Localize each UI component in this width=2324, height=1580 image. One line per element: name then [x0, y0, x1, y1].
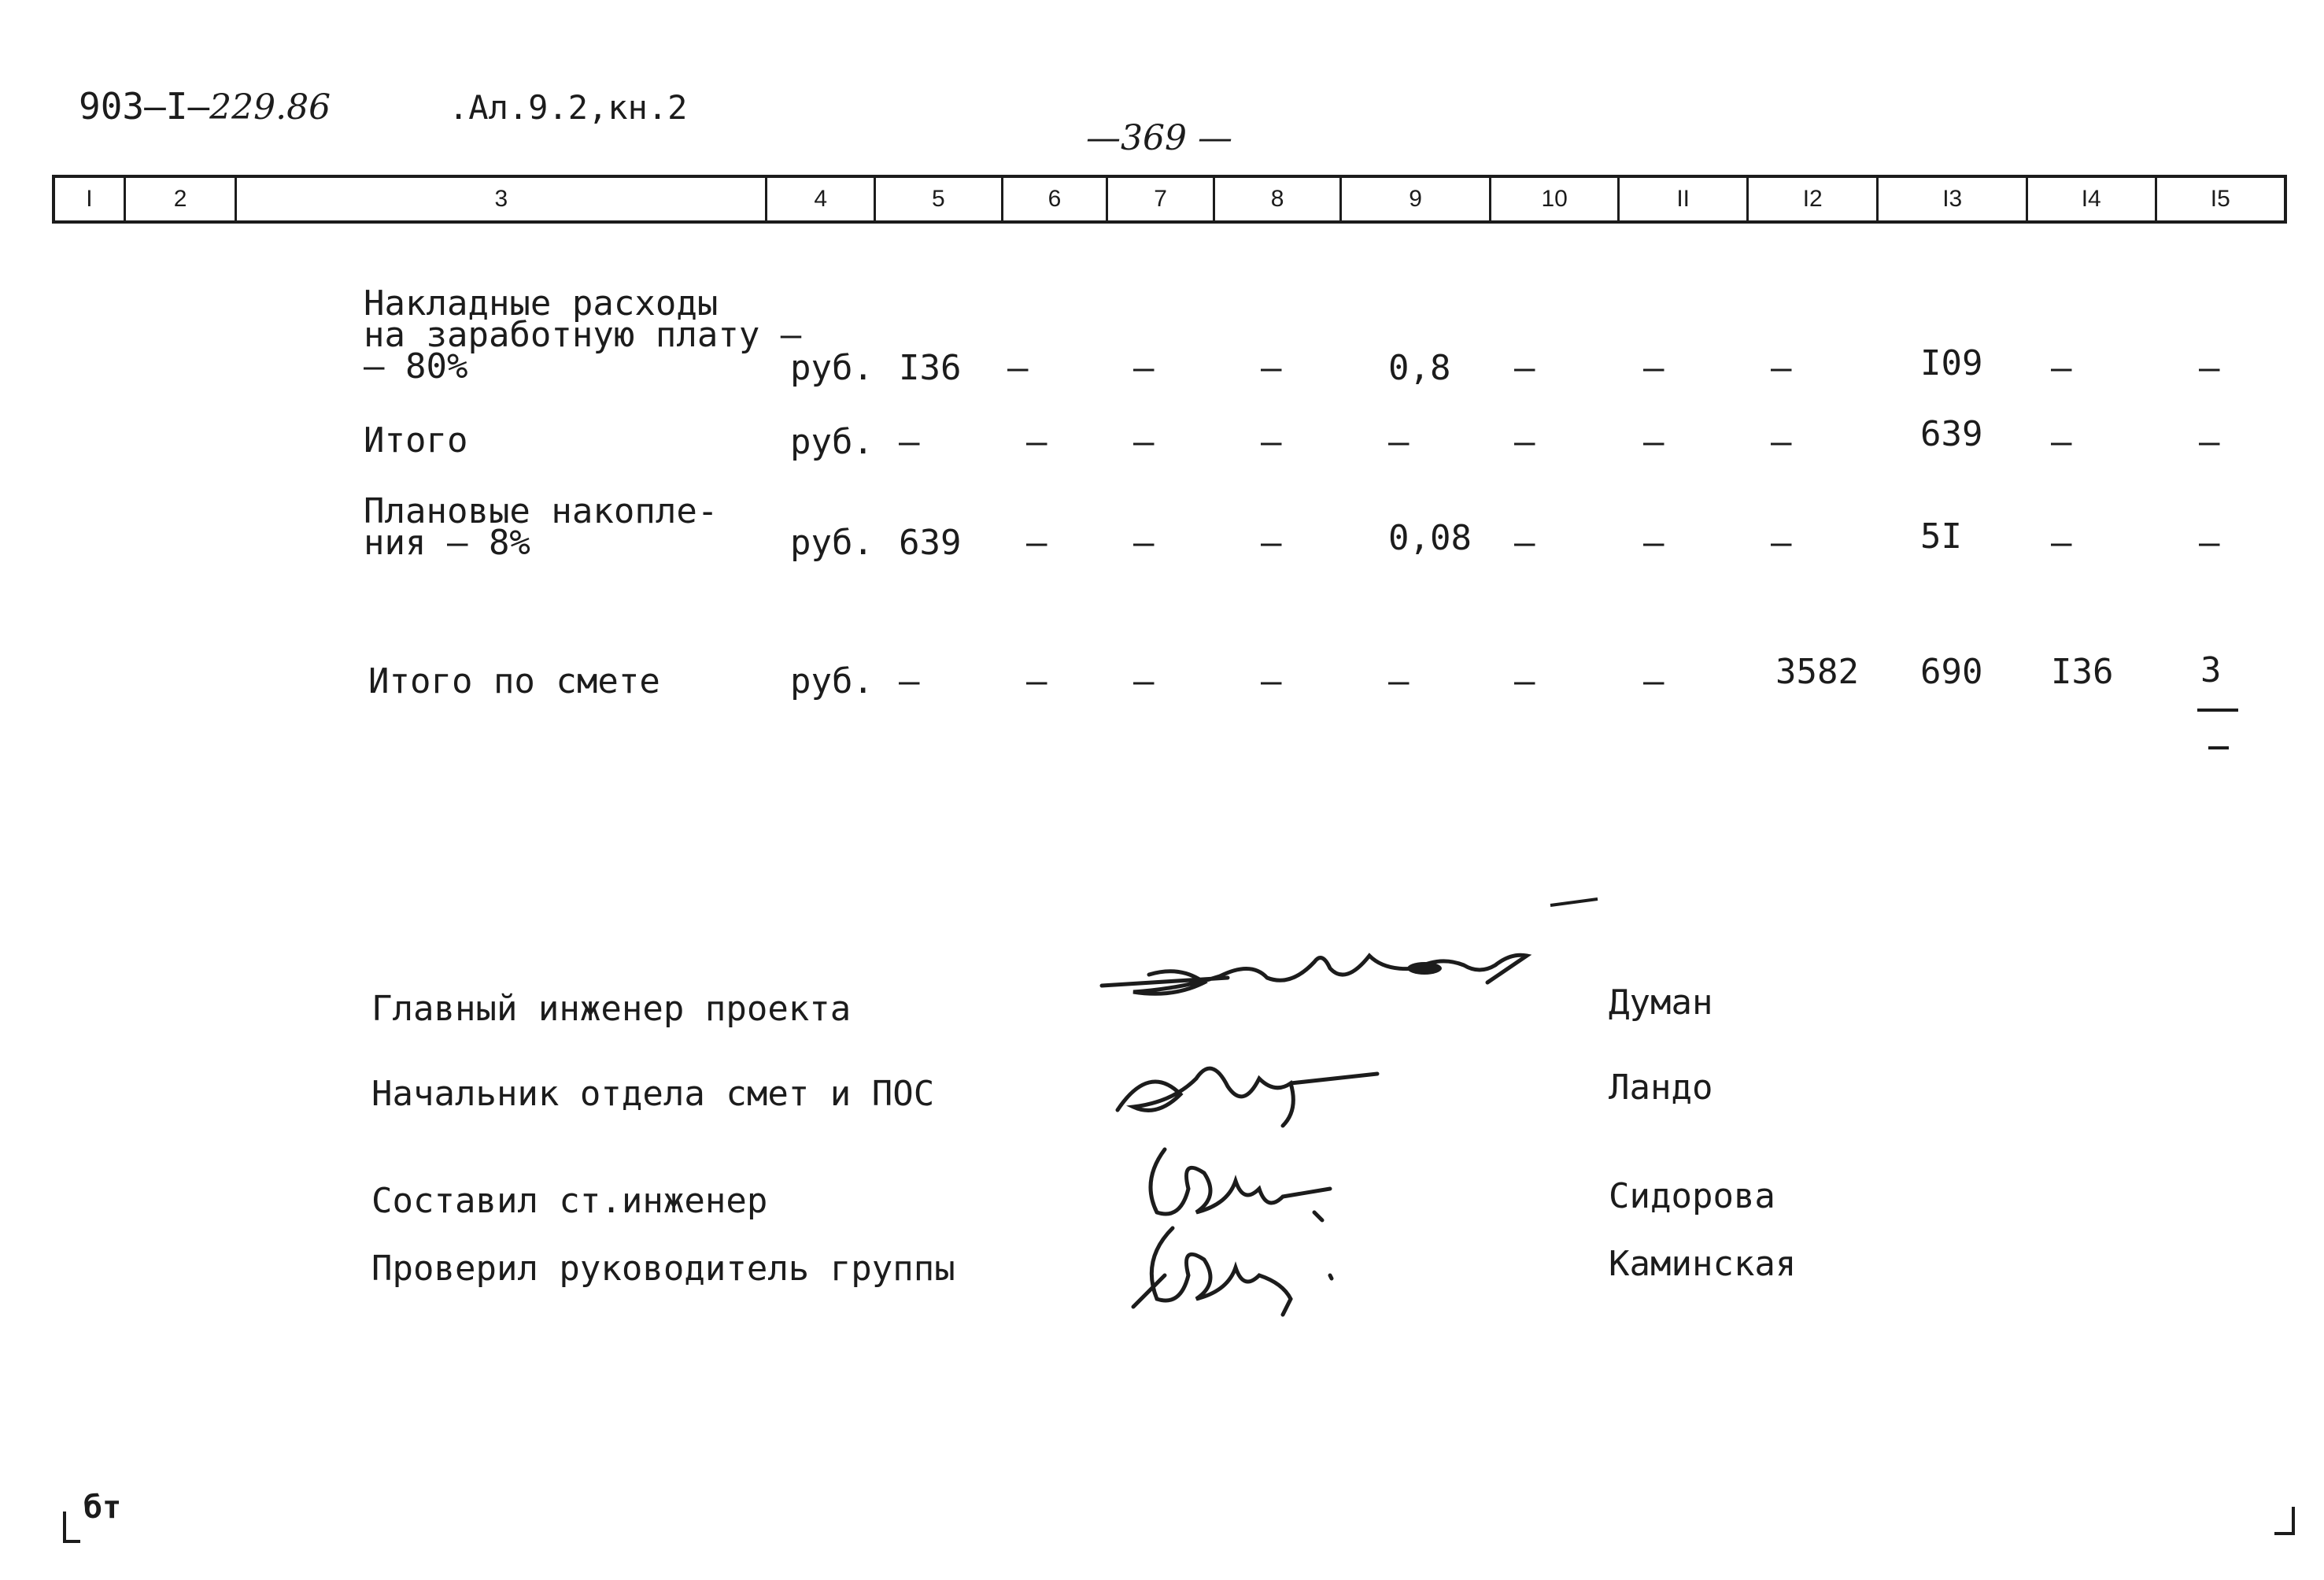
row-subtotal-col15: –	[2199, 422, 2220, 462]
column-header-15: I5	[2210, 186, 2230, 212]
row-estimate-total-col9: –	[1388, 661, 1410, 701]
row-overhead-col14: –	[2051, 348, 2072, 388]
row-planned-savings-col11: –	[1643, 523, 1664, 563]
row-overhead-col12: –	[1771, 348, 1792, 388]
column-header-10: 10	[1491, 178, 1620, 220]
row-subtotal-label	[364, 420, 468, 461]
column-header-3: 3	[237, 178, 767, 220]
row-estimate-total-col12: 3582	[1775, 652, 1859, 692]
row-overhead-col13: I09	[1920, 343, 1983, 383]
column-header-11: II	[1620, 178, 1749, 220]
row-overhead-label	[364, 283, 802, 387]
row-estimate-total-unit: руб.	[790, 661, 874, 701]
row-subtotal-col13: 639	[1920, 414, 1983, 454]
row-overhead-col11: –	[1643, 348, 1664, 388]
row-subtotal-col8: –	[1261, 422, 1282, 462]
row-subtotal-col12: –	[1771, 422, 1792, 462]
row-planned-savings-label	[364, 491, 719, 563]
document-code-prefix: 903–I–	[79, 85, 210, 128]
column-header-8: 8	[1215, 178, 1343, 220]
row-overhead-col6: –	[1007, 348, 1029, 388]
signature-role-compiler: Составил ст.инженер	[371, 1181, 768, 1221]
row-subtotal-col6: –	[1026, 422, 1047, 462]
column-header-14: I4	[2028, 178, 2157, 220]
signature-role-chief-engineer: Главный инженер проекта	[371, 989, 852, 1029]
document-code-handwritten: 229.86	[209, 87, 331, 128]
row-planned-savings-unit: руб.	[790, 523, 874, 563]
document-code	[79, 85, 331, 128]
page-number: —369 —	[1086, 118, 1232, 158]
row-overhead-col10: –	[1514, 348, 1535, 388]
corner-mark-right	[2274, 1507, 2295, 1535]
row-estimate-total-label	[368, 661, 660, 701]
total-col15-dash	[2208, 746, 2229, 749]
row-planned-savings-col10: –	[1514, 523, 1535, 563]
row-overhead-col7: –	[1133, 348, 1155, 388]
signature-name-chief-engineer: Думан	[1609, 982, 1713, 1023]
total-col15-underline	[2197, 709, 2238, 712]
row-overhead-label-line-3: – 80%	[364, 346, 468, 387]
row-planned-savings-label-line-2: ния – 8%	[364, 523, 530, 563]
signature-mark-chief-engineer	[1086, 890, 1621, 1031]
row-overhead-col15: –	[2199, 348, 2220, 388]
row-estimate-total-col13: 690	[1920, 652, 1983, 692]
row-estimate-total-col6: –	[1026, 661, 1047, 701]
row-planned-savings-col5: 639	[899, 523, 962, 563]
row-subtotal-col14: –	[2051, 422, 2072, 462]
column-header-strip	[52, 175, 2287, 224]
signature-role-checker: Проверил руководитель группы	[371, 1249, 955, 1289]
signature-role-estimates-head: Начальник отдела смет и ПОС	[371, 1074, 935, 1114]
row-estimate-total-col14: I36	[2051, 652, 2114, 692]
signature-name-compiler: Сидорова	[1609, 1176, 1775, 1216]
row-planned-savings-col13: 5I	[1920, 516, 1962, 557]
column-header-6: 6	[1003, 178, 1109, 220]
row-overhead-col9: 0,8	[1388, 348, 1451, 388]
row-estimate-total-col15: 3	[2200, 650, 2222, 690]
row-estimate-total-col11: –	[1643, 661, 1664, 701]
footer-left-mark: бт	[83, 1489, 122, 1526]
column-header-1: I	[55, 178, 126, 220]
row-planned-savings-label-line-1: Плановые накопле-	[364, 491, 719, 531]
column-header-9: 9	[1342, 178, 1491, 220]
column-header-5: 5	[876, 178, 1003, 220]
row-estimate-total-col8: –	[1261, 661, 1282, 701]
row-planned-savings-col6: –	[1026, 523, 1047, 563]
row-planned-savings-col8: –	[1261, 523, 1282, 563]
row-subtotal-unit: руб.	[790, 422, 874, 462]
column-header-7: 7	[1108, 178, 1215, 220]
row-estimate-total-col7: –	[1133, 661, 1155, 701]
row-subtotal-col9: –	[1388, 422, 1410, 462]
corner-mark-left	[63, 1512, 80, 1543]
row-subtotal-col10: –	[1514, 422, 1535, 462]
row-planned-savings-col12: –	[1771, 523, 1792, 563]
row-planned-savings-col15: –	[2199, 523, 2220, 563]
row-overhead-label-line-2: на заработную плату –	[364, 315, 802, 355]
row-overhead-label-line-1: Накладные расходы	[364, 283, 719, 324]
signature-name-estimates-head: Ландо	[1609, 1068, 1713, 1108]
row-planned-savings-col14: –	[2051, 523, 2072, 563]
column-header-12: I2	[1749, 178, 1879, 220]
signature-mark-estimates-head	[1102, 1031, 1401, 1134]
row-subtotal-col11: –	[1643, 422, 1664, 462]
row-subtotal-col5: –	[899, 422, 920, 462]
row-subtotal-col7: –	[1133, 422, 1155, 462]
album-reference: .Ал.9.2,кн.2	[449, 88, 688, 127]
row-subtotal-label-line-1: Итого	[364, 420, 468, 461]
row-planned-savings-col9: 0,08	[1388, 518, 1472, 558]
row-overhead-unit: руб.	[790, 348, 874, 388]
signature-name-checker: Каминская	[1609, 1244, 1797, 1284]
column-header-4: 4	[767, 178, 876, 220]
row-overhead-col8: –	[1261, 348, 1282, 388]
row-estimate-total-label-line-1: Итого по смете	[368, 661, 660, 701]
row-planned-savings-col7: –	[1133, 523, 1155, 563]
row-estimate-total-col10: –	[1514, 661, 1535, 701]
column-header-13: I3	[1879, 178, 2027, 220]
row-overhead-col5: I36	[899, 348, 962, 388]
signature-mark-checker	[1125, 1212, 1377, 1323]
column-header-2: 2	[126, 178, 238, 220]
row-estimate-total-col5: –	[899, 661, 920, 701]
